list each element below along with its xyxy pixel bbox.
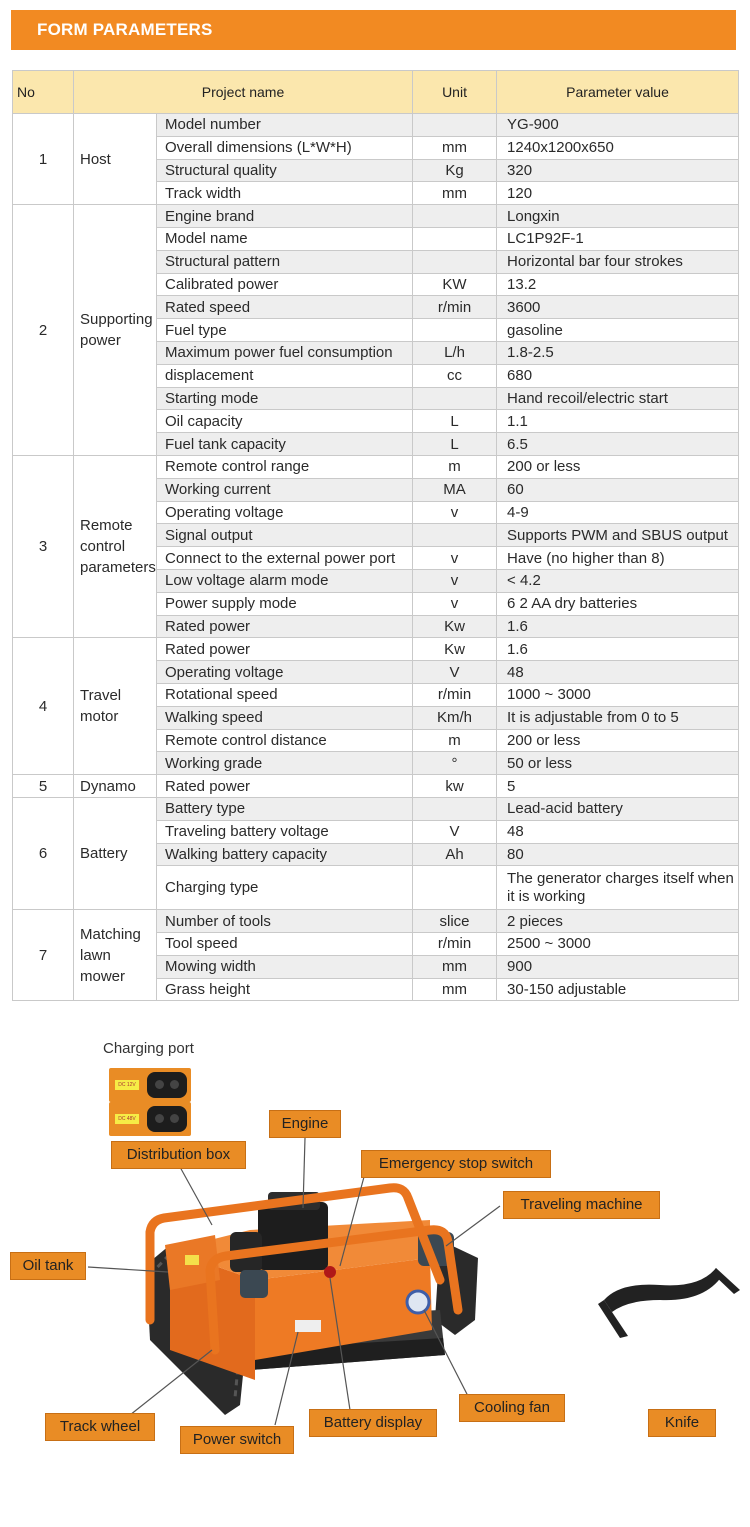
item-value: 6 2 AA dry batteries bbox=[497, 592, 739, 615]
group-number: 7 bbox=[13, 910, 74, 1001]
item-name: Mowing width bbox=[157, 955, 413, 978]
item-unit: L bbox=[413, 410, 497, 433]
label-traveling-machine: Traveling machine bbox=[503, 1191, 660, 1219]
item-unit: L bbox=[413, 433, 497, 456]
item-name: Model number bbox=[157, 114, 413, 137]
col-header-unit: Unit bbox=[413, 71, 497, 114]
label-emergency-stop-switch: Emergency stop switch bbox=[361, 1150, 551, 1178]
item-name: Starting mode bbox=[157, 387, 413, 410]
label-engine: Engine bbox=[269, 1110, 341, 1138]
item-name: Walking speed bbox=[157, 706, 413, 729]
item-unit: Kg bbox=[413, 159, 497, 182]
table-row bbox=[13, 455, 739, 478]
group-number: 4 bbox=[13, 638, 74, 775]
item-value: Supports PWM and SBUS output bbox=[497, 524, 739, 547]
item-value: 4-9 bbox=[497, 501, 739, 524]
item-name: Walking battery capacity bbox=[157, 843, 413, 866]
item-unit: slice bbox=[413, 910, 497, 933]
item-value: Have (no higher than 8) bbox=[497, 547, 739, 570]
banner-title: FORM PARAMETERS bbox=[37, 20, 213, 39]
item-value: 48 bbox=[497, 661, 739, 684]
item-value: 1.8-2.5 bbox=[497, 341, 739, 364]
table-row bbox=[13, 775, 739, 798]
item-name: Number of tools bbox=[157, 910, 413, 933]
item-name: Calibrated power bbox=[157, 273, 413, 296]
item-unit: Ah bbox=[413, 843, 497, 866]
item-unit: mm bbox=[413, 136, 497, 159]
item-name: Fuel type bbox=[157, 319, 413, 342]
item-value: 6.5 bbox=[497, 433, 739, 456]
item-unit: mm bbox=[413, 955, 497, 978]
item-name: Overall dimensions (L*W*H) bbox=[157, 136, 413, 159]
table-row bbox=[13, 910, 739, 933]
item-name: Charging type bbox=[157, 866, 413, 910]
item-value: YG-900 bbox=[497, 114, 739, 137]
item-name: Structural pattern bbox=[157, 250, 413, 273]
item-name: Remote control distance bbox=[157, 729, 413, 752]
item-name: Grass height bbox=[157, 978, 413, 1001]
group-number: 1 bbox=[13, 114, 74, 205]
item-value: 680 bbox=[497, 364, 739, 387]
item-name: Rated speed bbox=[157, 296, 413, 319]
item-value: 2 pieces bbox=[497, 910, 739, 933]
item-name: Maximum power fuel consumption bbox=[157, 341, 413, 364]
item-name: displacement bbox=[157, 364, 413, 387]
item-value: Longxin bbox=[497, 205, 739, 228]
charging-port-title: Charging port bbox=[103, 1040, 194, 1057]
label-cooling-fan: Cooling fan bbox=[459, 1394, 565, 1422]
item-value: 1240x1200x650 bbox=[497, 136, 739, 159]
item-unit: cc bbox=[413, 364, 497, 387]
label-knife: Knife bbox=[648, 1409, 716, 1437]
group-name: Host bbox=[74, 114, 157, 205]
item-unit: Km/h bbox=[413, 706, 497, 729]
item-value: gasoline bbox=[497, 319, 739, 342]
group-name: Dynamo bbox=[74, 775, 157, 798]
col-header-project-name: Project name bbox=[74, 71, 413, 114]
table-row bbox=[13, 797, 739, 820]
item-value: 80 bbox=[497, 843, 739, 866]
item-value: The generator charges itself when it is working bbox=[497, 866, 739, 910]
port-tag-48v: DC 48V bbox=[115, 1114, 139, 1124]
item-name: Tool speed bbox=[157, 933, 413, 956]
item-name: Traveling battery voltage bbox=[157, 820, 413, 843]
item-name: Rated power bbox=[157, 615, 413, 638]
item-unit: v bbox=[413, 501, 497, 524]
form-parameters-banner bbox=[11, 10, 736, 50]
group-number: 3 bbox=[13, 455, 74, 637]
item-value: 320 bbox=[497, 159, 739, 182]
item-name: Remote control range bbox=[157, 455, 413, 478]
item-value: 1000 ~ 3000 bbox=[497, 683, 739, 706]
item-name: Track width bbox=[157, 182, 413, 205]
item-value: < 4.2 bbox=[497, 569, 739, 592]
item-unit: v bbox=[413, 592, 497, 615]
item-unit: mm bbox=[413, 182, 497, 205]
item-value: LC1P92F-1 bbox=[497, 227, 739, 250]
item-unit bbox=[413, 319, 497, 342]
item-unit: v bbox=[413, 569, 497, 592]
item-value: Hand recoil/electric start bbox=[497, 387, 739, 410]
group-number: 6 bbox=[13, 797, 74, 909]
label-distribution-box: Distribution box bbox=[111, 1141, 246, 1169]
item-name: Working current bbox=[157, 478, 413, 501]
parameters-table bbox=[12, 70, 739, 1001]
item-unit: m bbox=[413, 729, 497, 752]
item-value: It is adjustable from 0 to 5 bbox=[497, 706, 739, 729]
table-header-row bbox=[13, 71, 739, 114]
label-track-wheel: Track wheel bbox=[45, 1413, 155, 1441]
item-unit bbox=[413, 114, 497, 137]
item-value: 3600 bbox=[497, 296, 739, 319]
item-unit: v bbox=[413, 547, 497, 570]
item-unit: m bbox=[413, 455, 497, 478]
item-name: Working grade bbox=[157, 752, 413, 775]
item-unit: r/min bbox=[413, 296, 497, 319]
item-value: 120 bbox=[497, 182, 739, 205]
engine-block bbox=[258, 1202, 328, 1270]
item-name: Rotational speed bbox=[157, 683, 413, 706]
item-unit: V bbox=[413, 661, 497, 684]
item-value: 1.1 bbox=[497, 410, 739, 433]
item-unit bbox=[413, 797, 497, 820]
item-unit bbox=[413, 250, 497, 273]
item-unit bbox=[413, 866, 497, 910]
item-value: Lead-acid battery bbox=[497, 797, 739, 820]
item-value: 13.2 bbox=[497, 273, 739, 296]
item-value: 1.6 bbox=[497, 638, 739, 661]
group-name: Remote control parameters bbox=[74, 455, 157, 637]
label-oil-tank: Oil tank bbox=[10, 1252, 86, 1280]
item-unit bbox=[413, 524, 497, 547]
col-header-no: No bbox=[13, 71, 74, 114]
port-tag-12v: DC 12V bbox=[115, 1080, 139, 1090]
item-name: Operating voltage bbox=[157, 661, 413, 684]
table-row bbox=[13, 638, 739, 661]
table-row bbox=[13, 114, 739, 137]
item-name: Oil capacity bbox=[157, 410, 413, 433]
item-name: Model name bbox=[157, 227, 413, 250]
item-value: 50 or less bbox=[497, 752, 739, 775]
group-name: Supporting power bbox=[74, 205, 157, 456]
group-name: Battery bbox=[74, 797, 157, 909]
cooling-fan-disc bbox=[407, 1291, 429, 1313]
item-value: 900 bbox=[497, 955, 739, 978]
item-name: Signal output bbox=[157, 524, 413, 547]
item-name: Connect to the external power port bbox=[157, 547, 413, 570]
item-unit: mm bbox=[413, 978, 497, 1001]
label-battery-display: Battery display bbox=[309, 1409, 437, 1437]
item-unit: L/h bbox=[413, 341, 497, 364]
item-value: 30-150 adjustable bbox=[497, 978, 739, 1001]
item-name: Structural quality bbox=[157, 159, 413, 182]
item-unit: r/min bbox=[413, 933, 497, 956]
item-name: Rated power bbox=[157, 775, 413, 798]
item-unit: V bbox=[413, 820, 497, 843]
group-name: Matching lawn mower bbox=[74, 910, 157, 1001]
item-unit bbox=[413, 205, 497, 228]
item-name: Engine brand bbox=[157, 205, 413, 228]
motor-left bbox=[240, 1270, 268, 1298]
item-value: 60 bbox=[497, 478, 739, 501]
item-value: 1.6 bbox=[497, 615, 739, 638]
item-name: Operating voltage bbox=[157, 501, 413, 524]
col-header-parameter-value: Parameter value bbox=[497, 71, 739, 114]
group-number: 5 bbox=[13, 775, 74, 798]
item-value: 2500 ~ 3000 bbox=[497, 933, 739, 956]
item-name: Fuel tank capacity bbox=[157, 433, 413, 456]
item-unit: Kw bbox=[413, 638, 497, 661]
table-row bbox=[13, 205, 739, 228]
knife-blade bbox=[604, 1268, 722, 1312]
item-unit: Kw bbox=[413, 615, 497, 638]
item-name: Battery type bbox=[157, 797, 413, 820]
item-value: 48 bbox=[497, 820, 739, 843]
item-unit: r/min bbox=[413, 683, 497, 706]
item-name: Power supply mode bbox=[157, 592, 413, 615]
item-name: Rated power bbox=[157, 638, 413, 661]
item-value: Horizontal bar four strokes bbox=[497, 250, 739, 273]
item-unit bbox=[413, 227, 497, 250]
item-name: Low voltage alarm mode bbox=[157, 569, 413, 592]
item-unit: ° bbox=[413, 752, 497, 775]
item-value: 200 or less bbox=[497, 729, 739, 752]
group-number: 2 bbox=[13, 205, 74, 456]
item-unit bbox=[413, 387, 497, 410]
group-name: Travel motor bbox=[74, 638, 157, 775]
machine-diagram bbox=[0, 1020, 750, 1500]
item-unit: MA bbox=[413, 478, 497, 501]
item-value: 5 bbox=[497, 775, 739, 798]
item-unit: KW bbox=[413, 273, 497, 296]
item-unit: kw bbox=[413, 775, 497, 798]
label-power-switch: Power switch bbox=[180, 1426, 294, 1454]
item-value: 200 or less bbox=[497, 455, 739, 478]
